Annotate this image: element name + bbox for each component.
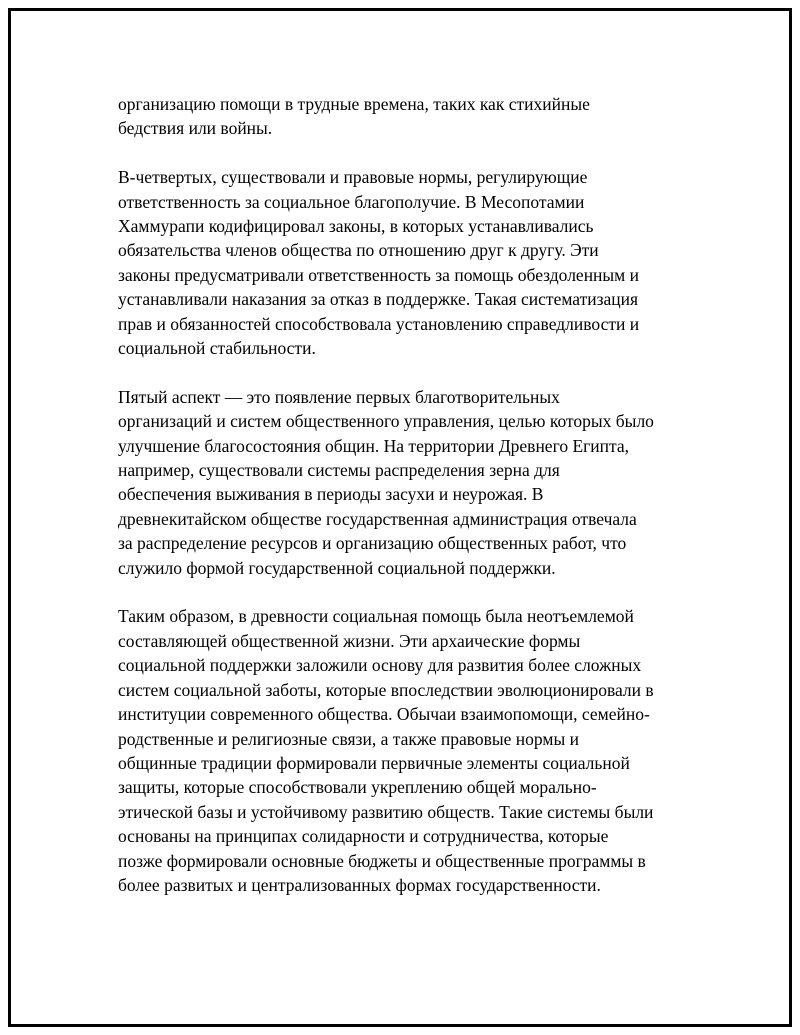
- text-line: основаны на принципах солидарности и сотрудничества, которые: [118, 826, 609, 847]
- text-line: Хаммурапи кодифицировал законы, в которых устанавливались: [118, 216, 594, 237]
- text-line: древнекитайском обществе государственная администрация отвечала: [118, 508, 637, 529]
- text-line: ответственность за социальное благополучие. В Месопотамии: [118, 191, 585, 212]
- text-line: обязательства членов общества по отношению друг к другу. Эти: [118, 240, 599, 261]
- text-line: организаций и систем общественного управления, целью которых было: [118, 411, 654, 432]
- text-line: общинные традиции формировали первичные элементы социальной: [118, 752, 630, 773]
- text-line: например, существовали системы распределения зерна для: [118, 460, 560, 481]
- text-line: обеспечения выживания в периоды засухи и неурожая. В: [118, 484, 544, 505]
- text-line: устанавливали наказания за отказ в поддержке. Такая систематизация: [118, 289, 639, 310]
- text-line: родственные и религиозные связи, а также правовые нормы и: [118, 728, 579, 749]
- text-line: более развитых и централизованных формах государственности.: [118, 874, 601, 895]
- paragraph-3: [118, 385, 698, 580]
- text-line: этической базы и устойчивому развитию обществ. Такие системы были: [118, 801, 654, 822]
- text-line: организацию помощи в трудные времена, таких как стихийные: [118, 94, 590, 114]
- text-line: Таким образом, в древности социальная помощь была неотъемлемой: [118, 606, 634, 627]
- text-line: социальной поддержки заложили основу для развития более сложных: [118, 655, 642, 676]
- text-line: В-четвертых, существовали и правовые нормы, регулирующие: [118, 167, 588, 188]
- text-line: за распределение ресурсов и организацию общественных работ, что: [118, 533, 627, 554]
- text-line: институции современного общества. Обычаи взаимопомощи, семейно-: [118, 704, 650, 725]
- text-line: прав и обязанностей способствовала установлению справедливости и: [118, 313, 640, 334]
- text-line: защиты, которые способствовали укреплению общей морально-: [118, 777, 597, 798]
- document-body: [118, 92, 698, 922]
- text-line: улучшение благосостояния общин. На территории Древнего Египта,: [118, 435, 630, 456]
- text-line: составляющей общественной жизни. Эти архаические формы: [118, 630, 581, 651]
- paragraph-4: [118, 604, 698, 897]
- text-line: Пятый аспект — это появление первых благотворительных: [118, 386, 560, 407]
- paragraph-2: [118, 165, 698, 360]
- text-line: бедствия или войны.: [118, 118, 273, 139]
- paragraph-1: [118, 92, 698, 141]
- text-line: позже формировали основные бюджеты и общественные программы в: [118, 850, 646, 871]
- text-line: систем социальной заботы, которые впоследствии эволюционировали в: [118, 679, 654, 700]
- text-line: служило формой государственной социальной поддержки.: [118, 557, 556, 578]
- text-line: законы предусматривали ответственность за помощь обездоленным и: [118, 264, 639, 285]
- text-line: социальной стабильности.: [118, 338, 316, 359]
